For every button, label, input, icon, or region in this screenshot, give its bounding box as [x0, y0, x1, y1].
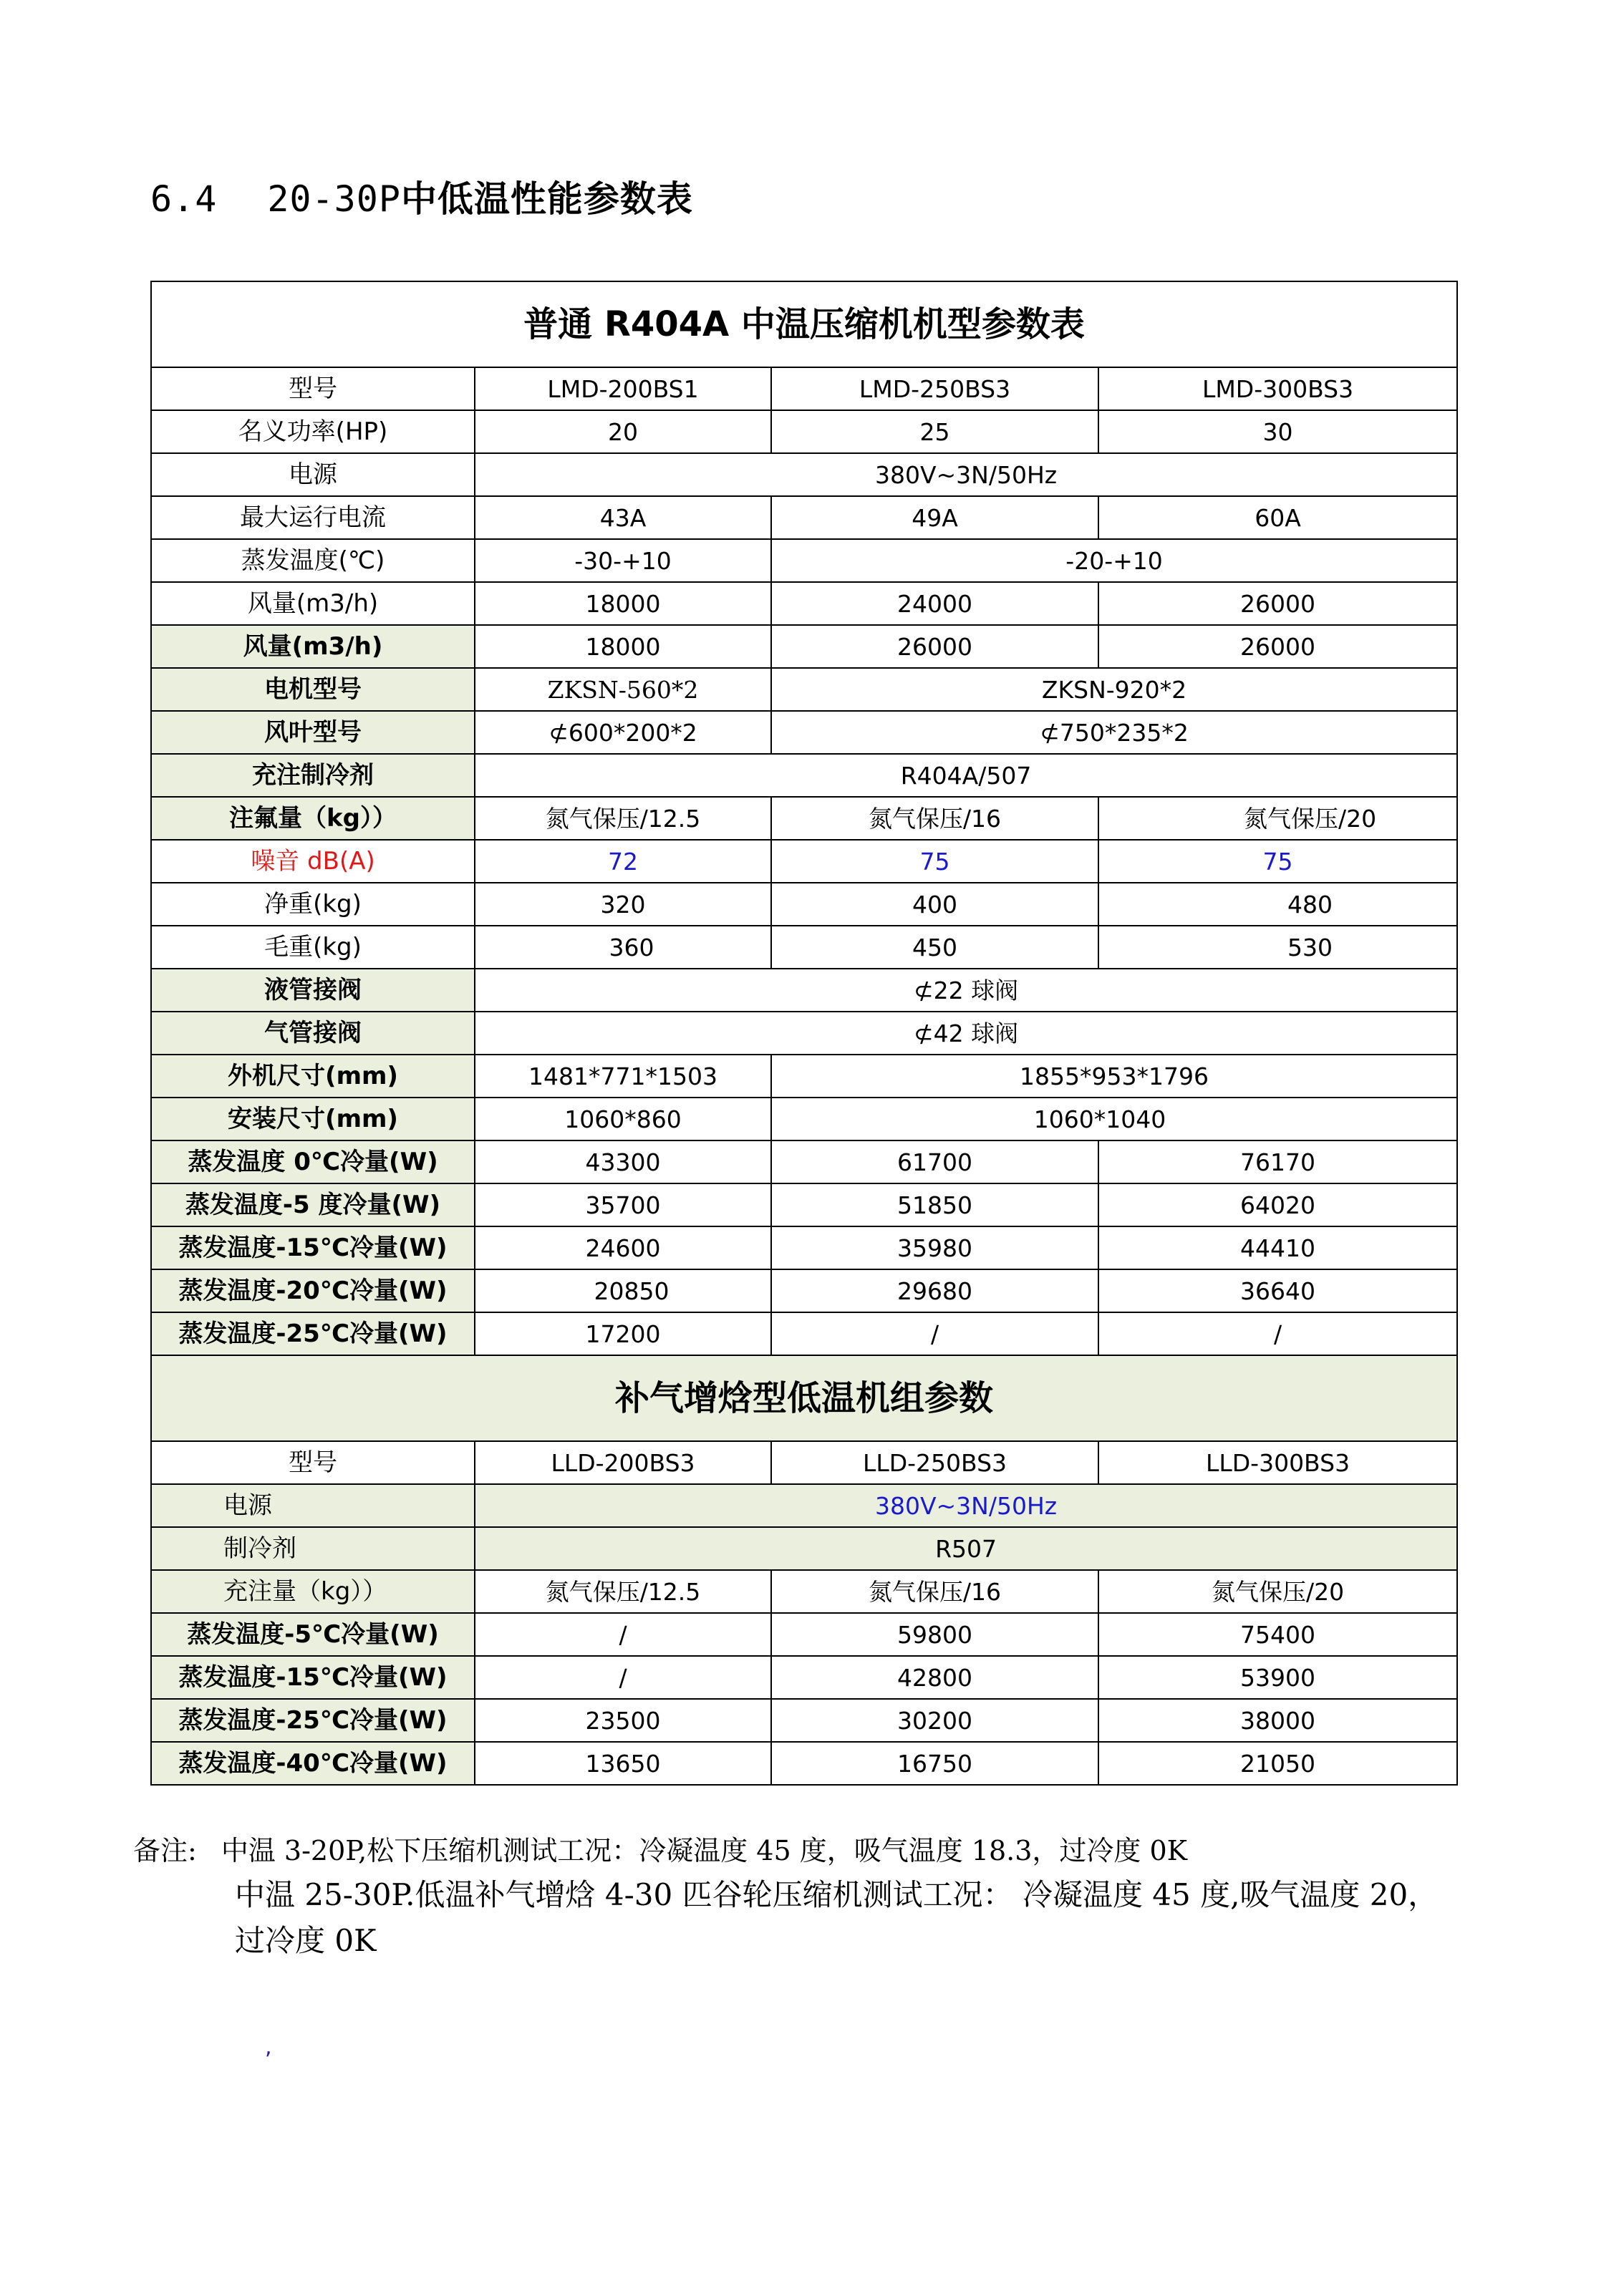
row-label: 噪音 dB(A) — [151, 840, 475, 883]
cell: LMD-250BS3 — [771, 367, 1098, 410]
table-row — [151, 1613, 1457, 1656]
row-label: 毛重(kg) — [151, 926, 475, 969]
section-heading — [150, 170, 693, 222]
table-row — [151, 926, 1457, 969]
table-row — [151, 797, 1457, 840]
cell: 17200 — [475, 1312, 771, 1355]
cell: LLD-300BS3 — [1098, 1441, 1457, 1484]
cell: 23500 — [475, 1699, 771, 1742]
section-number: 6.4 — [150, 178, 218, 220]
cell: 360 — [475, 926, 771, 969]
table-row — [151, 1484, 1457, 1527]
table-row — [151, 668, 1457, 711]
table-row — [151, 754, 1457, 797]
row-label: 最大运行电流 — [151, 496, 475, 539]
cell: 氮气保压/20 — [1098, 797, 1457, 840]
table-row — [151, 1183, 1457, 1226]
cell: 530 — [1098, 926, 1457, 969]
cell: / — [475, 1613, 771, 1656]
table-row — [151, 1269, 1457, 1312]
table-row — [151, 1226, 1457, 1269]
cell: 49A — [771, 496, 1098, 539]
cell: 26000 — [1098, 582, 1457, 625]
table-row — [151, 1312, 1457, 1355]
row-label: 蒸发温度-5 度冷量(W) — [151, 1183, 475, 1226]
cell: -20-+10 — [771, 539, 1457, 582]
row-label: 充注量（kg）） — [151, 1570, 475, 1613]
section-title-text: 中低温性能参数表 — [400, 178, 693, 220]
row-label: 蒸发温度 0℃冷量(W) — [151, 1140, 475, 1183]
table-row — [151, 1140, 1457, 1183]
cell: R404A/507 — [475, 754, 1457, 797]
row-label: 型号 — [151, 1441, 475, 1484]
table-row — [151, 1742, 1457, 1785]
cell: 75 — [771, 840, 1098, 883]
cell: 44410 — [1098, 1226, 1457, 1269]
table-row — [151, 582, 1457, 625]
cell: 400 — [771, 883, 1098, 926]
table-row — [151, 1699, 1457, 1742]
cell: 氮气保压/20 — [1098, 1570, 1457, 1613]
cell: 60A — [1098, 496, 1457, 539]
cell: 16750 — [771, 1742, 1098, 1785]
cell: / — [475, 1656, 771, 1699]
table2-title-row — [151, 1355, 1457, 1441]
cell: -30-+10 — [475, 539, 771, 582]
row-label: 电源 — [151, 1484, 475, 1527]
cell: 61700 — [771, 1140, 1098, 1183]
cell: 42800 — [771, 1656, 1098, 1699]
cell: ZKSN-920*2 — [771, 668, 1457, 711]
cell: R507 — [475, 1527, 1457, 1570]
cell: 36640 — [1098, 1269, 1457, 1312]
cell: 氮气保压/16 — [771, 797, 1098, 840]
cell: 1481*771*1503 — [475, 1055, 771, 1098]
cell: 38000 — [1098, 1699, 1457, 1742]
cell: 29680 — [771, 1269, 1098, 1312]
row-label: 蒸发温度-15℃冷量(W) — [151, 1226, 475, 1269]
cell: / — [1098, 1312, 1457, 1355]
row-label: 蒸发温度-25℃冷量(W) — [151, 1699, 475, 1742]
cell: / — [771, 1312, 1098, 1355]
cell: 72 — [475, 840, 771, 883]
cell: 26000 — [771, 625, 1098, 668]
cell: 380V~3N/50Hz — [475, 453, 1457, 496]
section-title-range: 20-30P — [267, 178, 401, 220]
cell: 25 — [771, 410, 1098, 453]
cell: 35980 — [771, 1226, 1098, 1269]
cell: 43300 — [475, 1140, 771, 1183]
cell: 35700 — [475, 1183, 771, 1226]
stray-mark: , — [265, 2035, 272, 2060]
table-row — [151, 1012, 1457, 1055]
note-line-3: 过冷度 0K — [235, 1923, 377, 1958]
cell: 26000 — [1098, 625, 1457, 668]
table-row — [151, 625, 1457, 668]
cell: 1060*1040 — [771, 1098, 1457, 1140]
table-row — [151, 840, 1457, 883]
row-label: 注氟量（kg）） — [151, 797, 475, 840]
cell: 30200 — [771, 1699, 1098, 1742]
table1-title-row — [151, 281, 1457, 367]
note-label: 备注: — [133, 1835, 197, 1866]
row-label: 蒸发温度-25℃冷量(W) — [151, 1312, 475, 1355]
table1-title: 普通 R404A 中温压缩机机型参数表 — [151, 281, 1457, 367]
cell: 51850 — [771, 1183, 1098, 1226]
row-label: 充注制冷剂 — [151, 754, 475, 797]
row-label: 风量(m3/h) — [151, 582, 475, 625]
row-label: 蒸发温度-5℃冷量(W) — [151, 1613, 475, 1656]
note-line-1 — [133, 1837, 1187, 1880]
table-row — [151, 1656, 1457, 1699]
row-label: 风叶型号 — [151, 711, 475, 754]
cell: 30 — [1098, 410, 1457, 453]
cell: 1060*860 — [475, 1098, 771, 1140]
row-label: 蒸发温度-15℃冷量(W) — [151, 1656, 475, 1699]
table-row — [151, 496, 1457, 539]
cell: LMD-300BS3 — [1098, 367, 1457, 410]
cell: 75400 — [1098, 1613, 1457, 1656]
note-text-1: 中温 3-20P,松下压缩机测试工况：冷凝温度 45 度，吸气温度 18.3，过冷度 0K — [221, 1835, 1188, 1866]
row-label: 型号 — [151, 367, 475, 410]
cell: 氮气保压/16 — [771, 1570, 1098, 1613]
row-label: 风量(m3/h) — [151, 625, 475, 668]
cell: LLD-200BS3 — [475, 1441, 771, 1484]
table-row — [151, 1098, 1457, 1140]
cell: 21050 — [1098, 1742, 1457, 1785]
cell: 20850 — [475, 1269, 771, 1312]
cell: 1855*953*1796 — [771, 1055, 1457, 1098]
table2-title: 补气增焓型低温机组参数 — [151, 1355, 1457, 1441]
cell: 64020 — [1098, 1183, 1457, 1226]
cell: 320 — [475, 883, 771, 926]
table-row — [151, 1527, 1457, 1570]
row-label: 液管接阀 — [151, 969, 475, 1012]
cell: 氮气保压/12.5 — [475, 797, 771, 840]
cell: 18000 — [475, 582, 771, 625]
table-row — [151, 453, 1457, 496]
row-label: 蒸发温度(℃) — [151, 539, 475, 582]
cell: 450 — [771, 926, 1098, 969]
table-row — [151, 1570, 1457, 1613]
table-row — [151, 1055, 1457, 1098]
row-label: 电源 — [151, 453, 475, 496]
cell: 380V~3N/50Hz — [475, 1484, 1457, 1527]
note-line-2: 中温 25-30P.低温补气增焓 4-30 匹谷轮压缩机测试工况： 冷凝温度 45 度,吸气温度 20， — [235, 1877, 1439, 1912]
cell: 24000 — [771, 582, 1098, 625]
cell: ⊄42 球阀 — [475, 1012, 1457, 1055]
cell: LMD-200BS1 — [475, 367, 771, 410]
row-label: 名义功率(HP) — [151, 410, 475, 453]
row-label: 安装尺寸(mm) — [151, 1098, 475, 1140]
row-label: 电机型号 — [151, 668, 475, 711]
row-label: 气管接阀 — [151, 1012, 475, 1055]
cell: ⊄22 球阀 — [475, 969, 1457, 1012]
row-label: 外机尺寸(mm) — [151, 1055, 475, 1098]
cell: 20 — [475, 410, 771, 453]
cell: 43A — [475, 496, 771, 539]
cell: 76170 — [1098, 1140, 1457, 1183]
table-row — [151, 883, 1457, 926]
table-row — [151, 1441, 1457, 1484]
table-row — [151, 410, 1457, 453]
table-row — [151, 969, 1457, 1012]
cell: 53900 — [1098, 1656, 1457, 1699]
table-row — [151, 367, 1457, 410]
row-label: 净重(kg) — [151, 883, 475, 926]
cell: LLD-250BS3 — [771, 1441, 1098, 1484]
notes — [133, 1835, 1439, 1958]
table-row — [151, 539, 1457, 582]
cell: 59800 — [771, 1613, 1098, 1656]
cell: 75 — [1098, 840, 1457, 883]
cell: ⊄600*200*2 — [475, 711, 771, 754]
spec-table — [150, 281, 1458, 1786]
row-label: 蒸发温度-20℃冷量(W) — [151, 1269, 475, 1312]
row-label: 制冷剂 — [151, 1527, 475, 1570]
cell: 24600 — [475, 1226, 771, 1269]
cell: 480 — [1098, 883, 1457, 926]
cell: ZKSN-560*2 — [475, 668, 771, 711]
cell: ⊄750*235*2 — [771, 711, 1457, 754]
row-label: 蒸发温度-40℃冷量(W) — [151, 1742, 475, 1785]
cell: 18000 — [475, 625, 771, 668]
cell: 氮气保压/12.5 — [475, 1570, 771, 1613]
table-row — [151, 711, 1457, 754]
cell: 13650 — [475, 1742, 771, 1785]
